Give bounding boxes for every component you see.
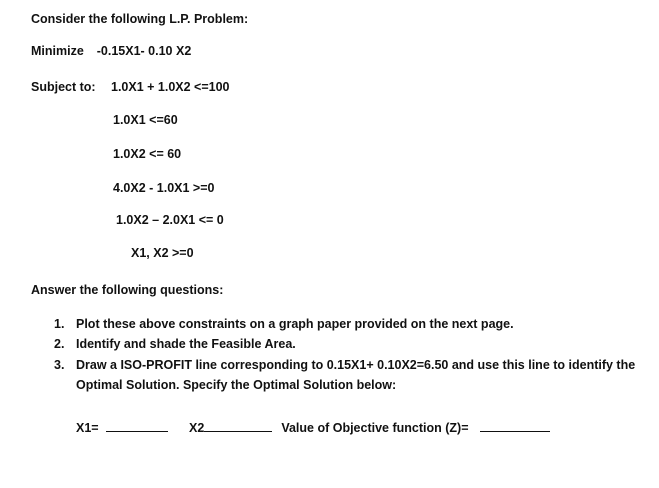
objective-value-blank[interactable]: [480, 419, 550, 432]
objective-label: Minimize: [31, 44, 84, 58]
problem-heading: Consider the following L.P. Problem:: [31, 12, 249, 26]
questions-heading: Answer the following questions:: [31, 283, 224, 297]
question-text: Identify and shade the Feasible Area.: [76, 337, 296, 351]
objective-value-label: Value of Objective function (Z)=: [281, 421, 469, 435]
x2-label: X2: [189, 421, 205, 435]
answer-row: [76, 419, 550, 436]
constraint-3: 1.0X2 <= 60: [113, 147, 182, 161]
x1-label: X1=: [76, 421, 99, 435]
question-number: 3.: [54, 358, 65, 372]
question-number: 2.: [54, 337, 65, 351]
question-text: Draw a ISO-PROFIT line corresponding to 0.15X1+ 0.10X2=6.50 and use this line to identify the: [76, 358, 636, 372]
question-text: Plot these above constraints on a graph paper provided on the next page.: [76, 317, 514, 331]
question-2: [54, 336, 296, 352]
constraint-5: 1.0X2 – 2.0X1 <= 0: [116, 213, 224, 227]
constraint-1: 1.0X1 + 1.0X2 <=100: [111, 80, 230, 94]
constraints-label: Subject to:: [31, 80, 96, 94]
constraint-4: 4.0X2 - 1.0X1 >=0: [113, 181, 215, 195]
question-3-continuation: Optimal Solution. Specify the Optimal Solution below:: [76, 378, 397, 392]
x2-answer-blank[interactable]: [204, 419, 272, 432]
question-3: [54, 357, 635, 373]
question-1: [54, 316, 514, 332]
question-number: 1.: [54, 317, 65, 331]
constraint-2: 1.0X1 <=60: [113, 113, 178, 127]
x1-answer-blank[interactable]: [106, 419, 168, 432]
objective-expression: -0.15X1- 0.10 X2: [96, 44, 192, 58]
constraint-nonnegativity: X1, X2 >=0: [131, 246, 194, 260]
objective-row: [31, 43, 191, 59]
